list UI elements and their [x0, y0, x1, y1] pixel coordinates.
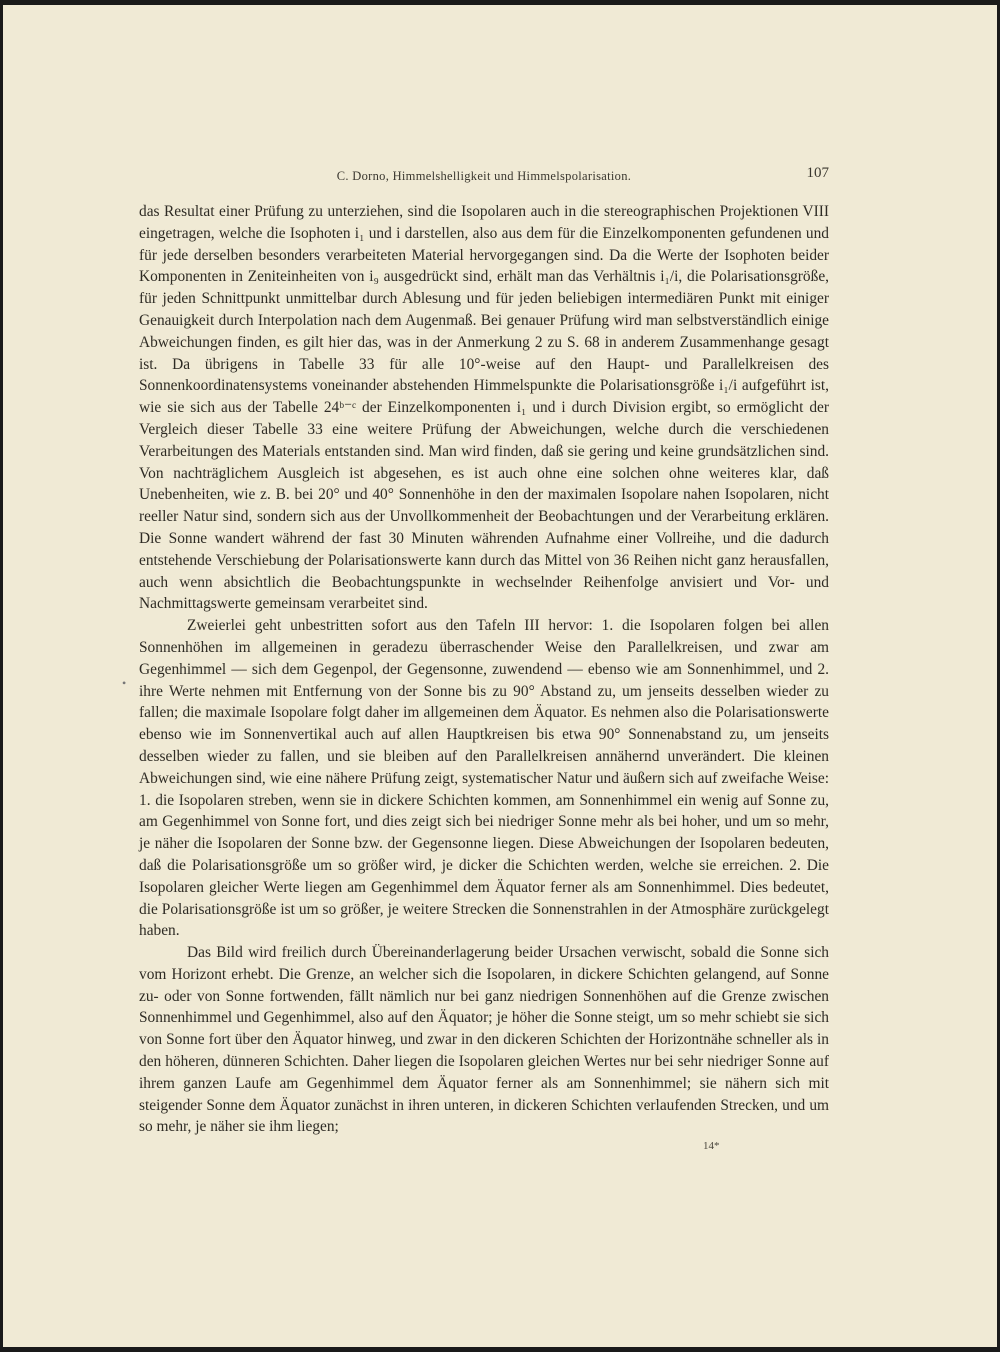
page — [3, 5, 997, 1347]
paragraph-1: das Resultat einer Prüfung zu unterziehen, sind die Isopolaren auch in die stereographischen Projektionen VIII eingetragen, welche die Isophoten i₁ und i darstellen, also aus dem für die Einzelkomponenten gefundenen und für jede derselben besonders verarbeiteten Material hervorgegangen sind. Da die Werte der Isophoten beider Komponenten in Zeniteinheiten von i₉ ausgedrückt sind, erhält man das Verhältnis i₁/i, die Polarisationsgröße, für jeden Schnittpunkt unmittelbar durch Ablesung und für jeden beliebigen intermediären Punkt mit einiger Genauigkeit durch Interpolation nach dem Augenmaß. Bei genauer Prüfung wird man selbstverständlich einige Abweichungen finden, es gilt hier das, was in der Anmerkung 2 zu S. 68 in anderem Zusammenhange gesagt ist. Da übrigens in Tabelle 33 für alle 10°-weise auf den Haupt- und Parallelkreisen des Sonnenkoordinatensystems voneinander abstehenden Himmelspunkte die Polarisationsgröße i₁/i aufgeführt ist, wie sie sich aus der Tabelle 24ᵇ⁻ᶜ der Einzelkomponenten i₁ und i durch Division ergibt, so ermöglicht der Vergleich dieser Tabelle 33 eine weitere Prüfung der Abweichungen, welche durch die verschiedenen Verarbeitungen des Materials entstanden sind. Man wird finden, daß sie gering und keine grundsätzlichen sind. Von nachträglichem Ausgleich ist abgesehen, es ist auch ohne eine solchen ohne weiteres klar, daß Unebenheiten, wie z. B. bei 20° und 40° Sonnenhöhe in den der maximalen Isopolare nahen Isopolaren, nicht reeller Natur sind, sondern sich aus der Unvollkommenheit der Beobachtungen und der Verarbeitung erklären. Die Sonne wandert während der fast 30 Minuten währenden Aufnahme einer Vollreihe, und die dadurch entstehende Verschiebung der Polarisationswerte kann durch das Mittel von 36 Reihen nicht ganz herausfallen, auch wenn absichtlich die Beobachtungspunkte in wechselnder Reihenfolge anvisiert und Vor- und Nachmittagswerte gemeinsam verarbeitet sind. — [139, 203, 829, 613]
paragraph-3: Das Bild wird freilich durch Übereinanderlagerung beider Ursachen verwischt, sobald die Sonne sich vom Horizont erhebt. Die Grenze, an welcher sich die Isopolaren, in dickere Schichten gelangend, auf Sonne zu- oder von Sonne fortwenden, fällt nämlich nur bei ganz niedrigen Sonnenhöhen auf die Grenze zwischen Sonnenhimmel und Gegenhimmel, also auf den Äquator; je höher die Sonne steigt, um so mehr schiebt sie sich von Sonne fort über den Äquator hinweg, und zwar in den dickeren Schichten der Horizontnähe schneller als in den höheren, dünneren Schichten. Daher liegen die Isopolaren gleichen Wertes nur bei sehr niedriger Sonne auf ihrem ganzen Laufe am Gegenhimmel dem Äquator ferner als am Sonnenhimmel; sie nähern sich mit steigender Sonne dem Äquator zunächst in ihren unteren, in dickeren Schichten verlaufenden Strecken, und um so mehr, je näher sie ihm liegen; — [139, 944, 829, 1136]
page-number: 107 — [806, 165, 829, 181]
running-header — [139, 163, 829, 193]
running-title: C. Dorno, Himmelshelligkeit und Himmelspolarisation. — [336, 169, 632, 183]
paragraph-2: Zweierlei geht unbestritten sofort aus den Tafeln III hervor: 1. die Isopolaren folgen bei allen Sonnenhöhen im allgemeinen in geradezu überraschender Weise den Parallelkreisen, und zwar am Gegenhimmel — sich dem Gegenpol, der Gegensonne, zuwendend — ebenso wie am Sonnenhimmel, und 2. ihre Werte nehmen mit Entfernung von der Sonne bis zu 90° Abstand zu, um jenseits desselben wieder zu fallen; die maximale Isopolare folgt daher im allgemeinen dem Äquator. Es nehmen also die Polarisationswerte ebenso wie im Sonnenvertikal auch auf allen Hauptkreisen bis etwa 90° Sonnenabstand zu, um jenseits desselben wieder zu fallen, und sie bleiben auf den Parallelkreisen annähernd unverändert. Die kleinen Abweichungen sind, wie eine nähere Prüfung zeigt, systematischer Natur und äußern sich auf zweifache Weise: 1. die Isopolaren streben, wenn sie in dickere Schichten kommen, am Sonnenhimmel ein wenig auf Sonne zu, am Gegenhimmel von Sonne fort, und dies zeigt sich bei niedriger Sonne mehr als bei hoher, und um so mehr, je näher die Isopolaren der Sonne bzw. der Gegensonne liegen. Diese Abweichungen der Isopolaren bedeuten, daß die Polarisationsgröße um so größer wird, je dicker die Schichten werden, welche sie erreichen. 2. Die Isopolaren gleicher Werte liegen am Gegenhimmel dem Äquator ferner als am Sonnenhimmel. Dies bedeutet, die Polarisationsgröße ist um so größer, je weitere Strecken die Sonnenstrahlen in der Atmosphäre zurückgelegt haben. — [139, 617, 829, 940]
signature-mark: 14* — [703, 1140, 720, 1152]
body-text — [139, 201, 829, 1138]
margin-mark: • — [122, 676, 127, 690]
